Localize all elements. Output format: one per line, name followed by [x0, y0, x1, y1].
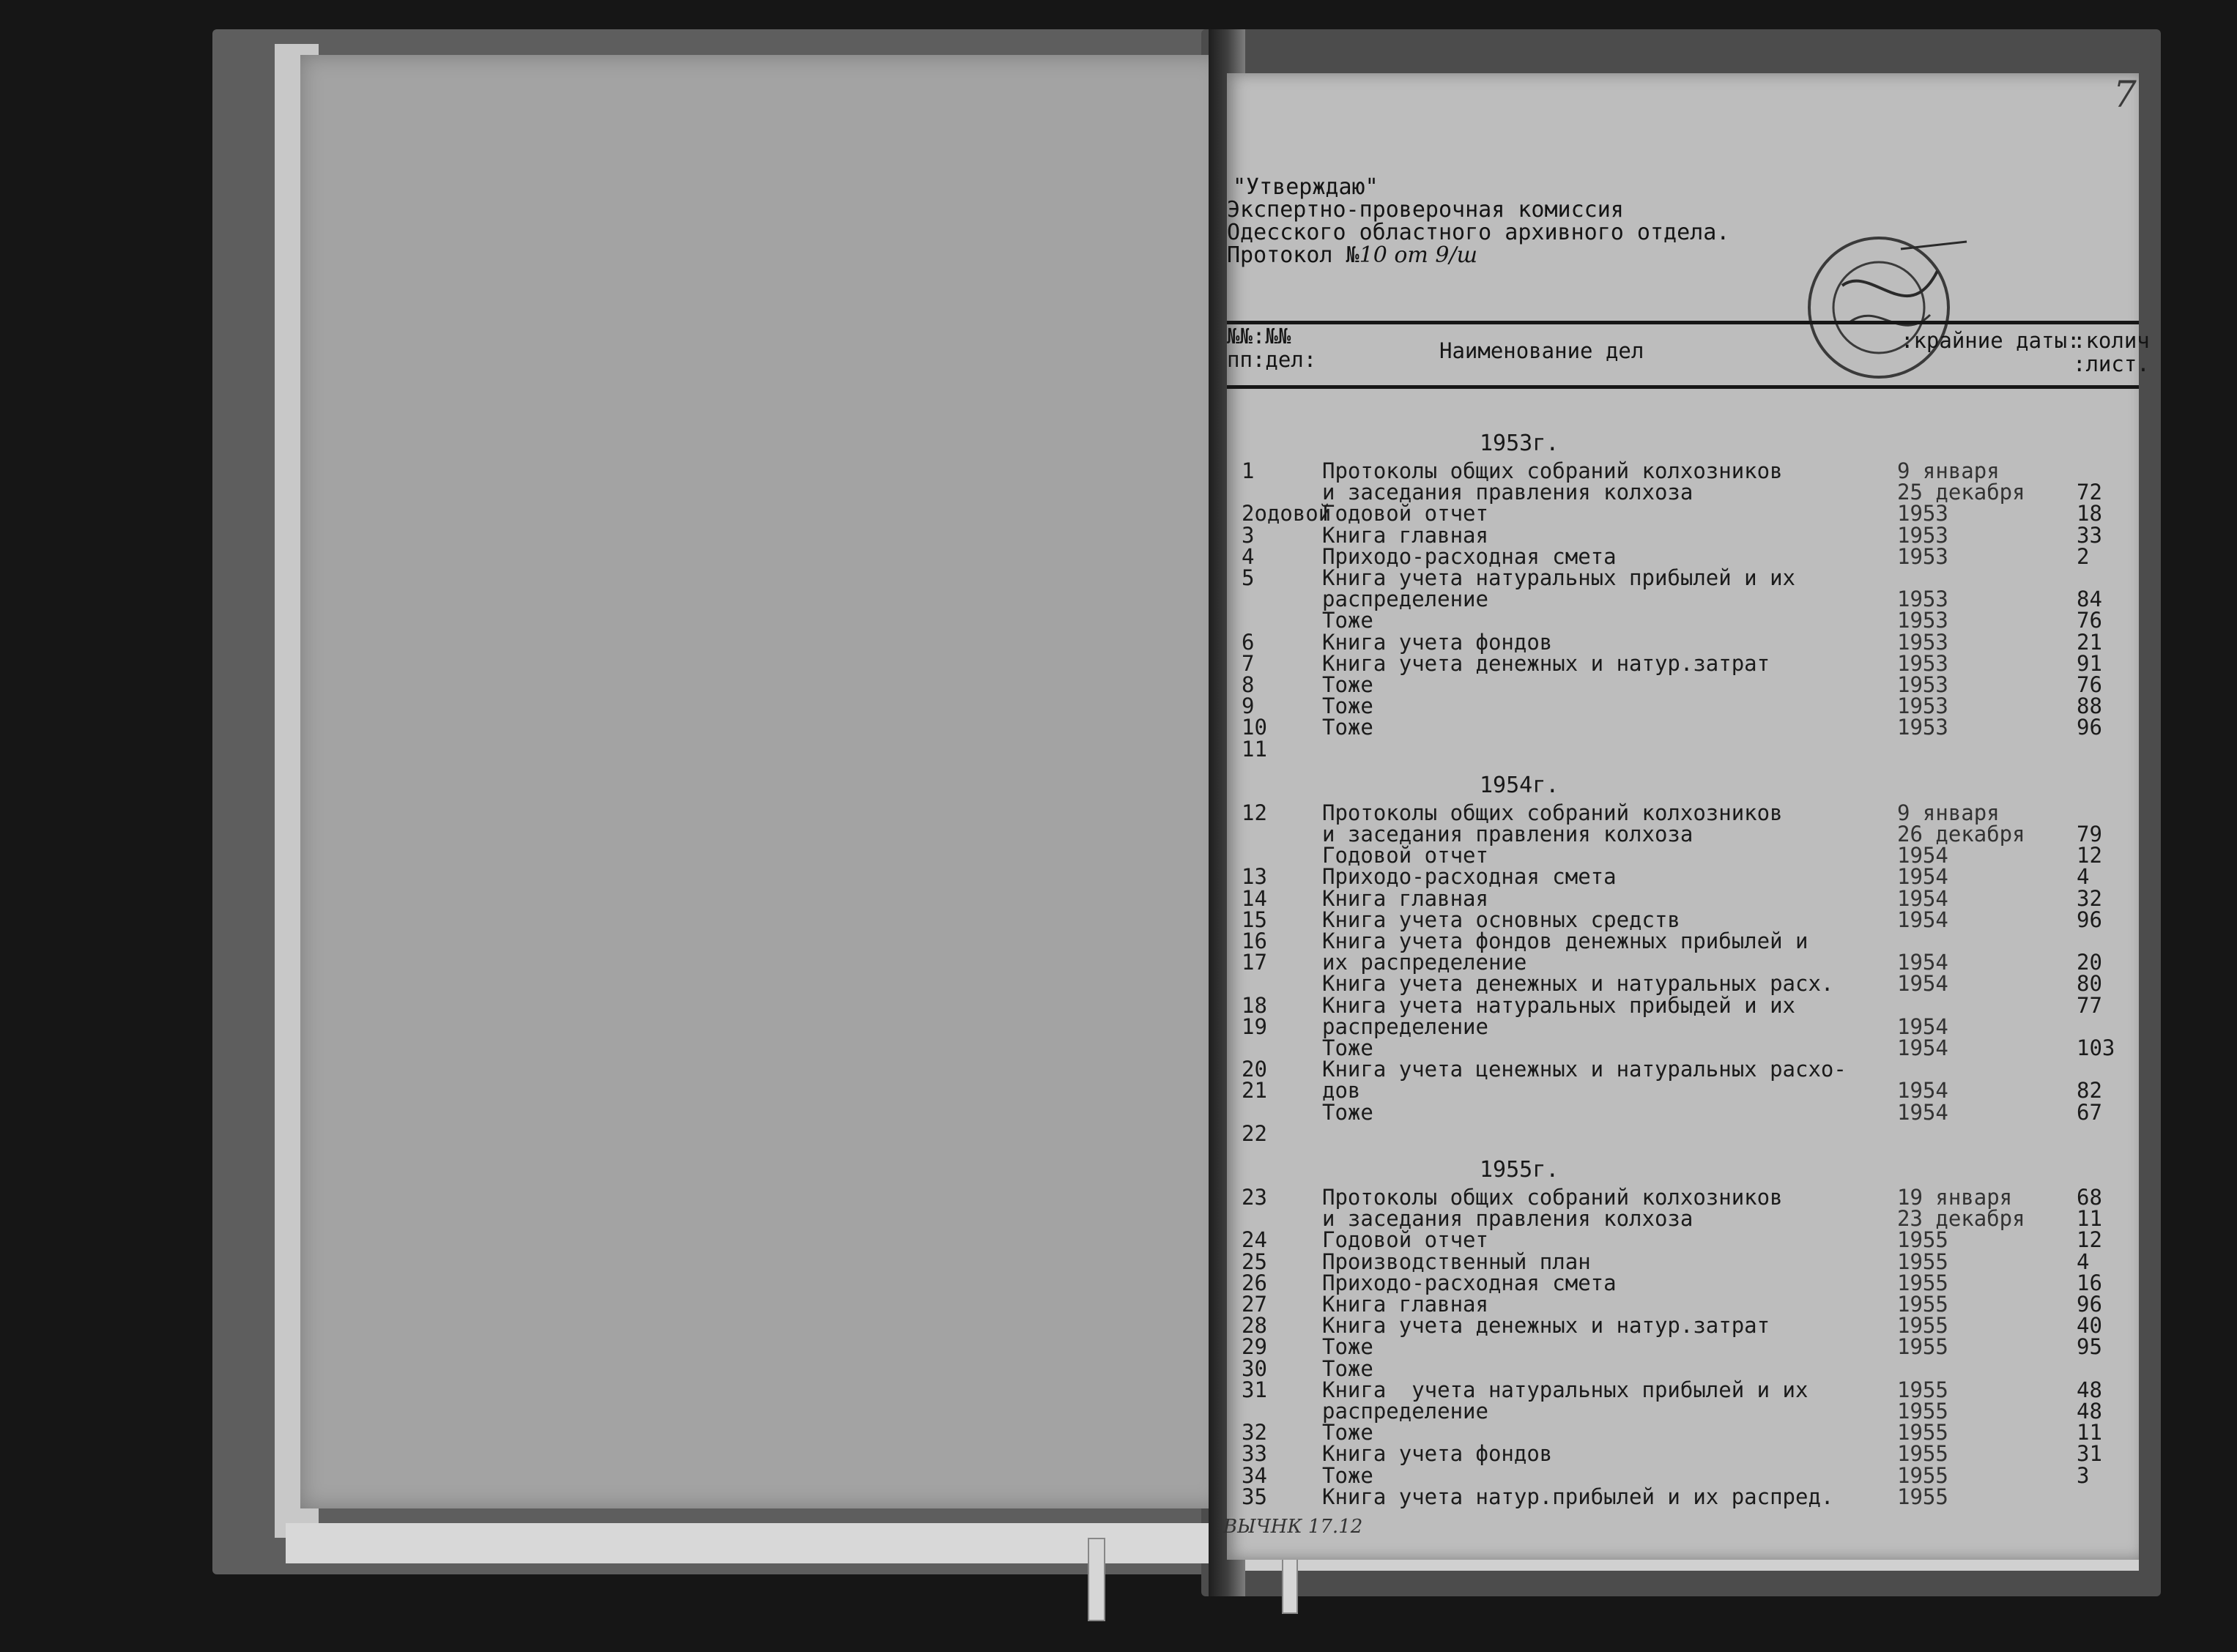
- row-case-number: 26: [1242, 1270, 1267, 1295]
- row-case-number: 25: [1242, 1249, 1267, 1274]
- row-case-number: 5: [1242, 565, 1255, 590]
- approval-line3: Одесского областного архивного отдела.: [1227, 220, 1730, 245]
- row-case-title: Производственный план: [1322, 1249, 1591, 1274]
- row-case-number: 17: [1242, 950, 1267, 975]
- row-sheet-count: 67: [2077, 1099, 2102, 1125]
- row-case-dates: 1953: [1897, 650, 1948, 676]
- row-case-number: 28: [1242, 1313, 1267, 1339]
- table-header-rule-top: [1227, 321, 2139, 324]
- row-case-title: Тоже: [1322, 1035, 1373, 1060]
- row-case-number: 2одовой: [1242, 501, 1332, 527]
- row-case-title: Тоже: [1322, 1355, 1373, 1381]
- row-case-number: 31: [1242, 1377, 1267, 1402]
- row-case-title: распределение: [1322, 1013, 1488, 1039]
- row-case-title: Тоже: [1322, 1420, 1373, 1446]
- row-case-dates: 1954: [1897, 1078, 1948, 1104]
- row-case-number: 21: [1242, 1078, 1267, 1104]
- row-case-title: Годовой отчет: [1322, 843, 1488, 868]
- left-page-blank: [300, 55, 1223, 1508]
- row-case-number: 23: [1242, 1185, 1267, 1210]
- header-num-top: №№:№№: [1227, 324, 1291, 349]
- approval-protocol-handwritten: 10 от 9/ш: [1359, 242, 1477, 268]
- row-case-title: Книга учета основных средств: [1322, 907, 1680, 932]
- row-case-dates: 1955: [1897, 1292, 1948, 1317]
- row-case-number: 20: [1242, 1057, 1267, 1082]
- row-case-title: Приходо-расходная смета: [1322, 543, 1617, 569]
- row-sheet-count: 76: [2077, 608, 2102, 633]
- row-case-title: Тоже: [1322, 1099, 1373, 1125]
- row-sheet-count: 11: [2077, 1206, 2102, 1232]
- row-sheet-count: 2: [2077, 543, 2090, 569]
- page-stack-bottom: [286, 1523, 1209, 1563]
- row-sheet-count: 80: [2077, 971, 2102, 997]
- header-count-top: :колич: [2073, 328, 2150, 353]
- row-case-title: Книга главная: [1322, 1292, 1488, 1317]
- row-sheet-count: 96: [2077, 1292, 2102, 1317]
- row-case-number: 7: [1242, 650, 1255, 676]
- row-case-dates: 1954: [1897, 864, 1948, 890]
- row-sheet-count: 31: [2077, 1441, 2102, 1467]
- row-sheet-count: 84: [2077, 587, 2102, 612]
- row-case-number: 27: [1242, 1292, 1267, 1317]
- row-case-title: Тоже: [1322, 608, 1373, 633]
- row-case-title: Книга учета фондов: [1322, 629, 1553, 655]
- row-case-title: Книга учета денежных и натур.затрат: [1322, 650, 1770, 676]
- row-case-number: 8: [1242, 672, 1255, 697]
- row-sheet-count: 4: [2077, 864, 2090, 890]
- row-case-title: Тоже: [1322, 715, 1373, 740]
- row-sheet-count: 18: [2077, 501, 2102, 527]
- header-count-bottom: :лист.: [2073, 351, 2150, 376]
- row-case-title: распределение: [1322, 587, 1488, 612]
- row-case-dates: 1955: [1897, 1334, 1948, 1360]
- row-case-dates: 1953: [1897, 629, 1948, 655]
- row-case-dates: 1953: [1897, 693, 1948, 719]
- row-case-title: Книга учета натуральных прибылей и их: [1322, 1377, 1808, 1402]
- row-case-number: 30: [1242, 1355, 1267, 1381]
- row-case-dates: 1954: [1897, 885, 1948, 911]
- row-case-title: Годовой отчет: [1322, 1227, 1488, 1253]
- section-year-heading: 1953г.: [1480, 431, 1559, 456]
- row-case-title: Книга учета натуральных прибылей и их: [1322, 565, 1796, 590]
- row-case-dates: 1954: [1897, 1013, 1948, 1039]
- row-case-title: Приходо-расходная смета: [1322, 1270, 1617, 1295]
- row-case-dates: 9 января: [1897, 458, 2000, 483]
- row-case-title: Тоже: [1322, 1334, 1373, 1360]
- row-case-title: дов: [1322, 1078, 1361, 1104]
- table-header-rule-bottom: [1227, 385, 2139, 389]
- row-case-title: Книга учета фондов денежных прибылей и: [1322, 929, 1808, 953]
- row-sheet-count: 48: [2077, 1399, 2102, 1424]
- row-case-number: 1: [1242, 458, 1255, 483]
- row-case-title: Тоже: [1322, 1462, 1373, 1488]
- row-case-title: Протоколы общих собраний колхозников: [1322, 458, 1783, 483]
- row-sheet-count: 68: [2077, 1185, 2102, 1210]
- row-case-number: 3: [1242, 522, 1255, 548]
- row-sheet-count: 72: [2077, 480, 2102, 505]
- row-case-dates: 1954: [1897, 1099, 1948, 1125]
- row-case-dates: 9 января: [1897, 800, 2000, 825]
- row-case-dates: 1955: [1897, 1313, 1948, 1339]
- row-case-number: 16: [1242, 929, 1267, 953]
- approval-line1: "Утверждаю": [1233, 174, 1379, 200]
- row-case-number: 12: [1242, 800, 1267, 825]
- row-case-dates: 1953: [1897, 522, 1948, 548]
- row-case-number: 10: [1242, 715, 1267, 740]
- row-case-dates: 1954: [1897, 843, 1948, 868]
- row-sheet-count: 103: [2077, 1035, 2115, 1060]
- section-year-heading: 1954г.: [1480, 772, 1559, 798]
- approval-protocol-label: Протокол №: [1227, 242, 1359, 268]
- row-case-dates: 1953: [1897, 672, 1948, 697]
- row-sheet-count: 11: [2077, 1420, 2102, 1446]
- row-sheet-count: 82: [2077, 1078, 2102, 1104]
- row-case-title: Книга учета ценежных и натуральных расхо-: [1322, 1057, 1847, 1082]
- bottom-handwritten-note: ВЫЧНК 17.12: [1223, 1516, 1363, 1538]
- row-sheet-count: 16: [2077, 1270, 2102, 1295]
- row-case-dates: 1954: [1897, 971, 1948, 997]
- row-sheet-count: 96: [2077, 715, 2102, 740]
- row-sheet-count: 32: [2077, 885, 2102, 911]
- row-case-number: 29: [1242, 1334, 1267, 1360]
- row-case-number: 34: [1242, 1462, 1267, 1488]
- row-sheet-count: 3: [2077, 1462, 2090, 1488]
- row-case-number: 4: [1242, 543, 1255, 569]
- header-dates: :крайние даты:: [1901, 328, 2080, 353]
- row-case-number: 33: [1242, 1441, 1267, 1467]
- row-sheet-count: 76: [2077, 672, 2102, 697]
- row-case-title: Книга учета натуральных прибыдей и их: [1322, 992, 1796, 1018]
- row-case-dates: 1953: [1897, 587, 1948, 612]
- row-case-dates: 1955: [1897, 1441, 1948, 1467]
- section-year-heading: 1955г.: [1480, 1157, 1559, 1183]
- row-case-title: Книга учета денежных и натуральных расх.: [1322, 971, 1834, 997]
- row-case-dates: 1954: [1897, 1035, 1948, 1060]
- row-case-title: Книга учета натур.прибылей и их распред.: [1322, 1484, 1834, 1509]
- approval-line2: Экспертно-проверочная комиссия: [1227, 197, 1624, 223]
- row-case-dates: 1953: [1897, 608, 1948, 633]
- row-case-title: Приходо-расходная смета: [1322, 864, 1617, 890]
- row-sheet-count: 33: [2077, 522, 2102, 548]
- row-case-number: 22: [1242, 1120, 1267, 1146]
- row-case-title: Книга учета денежных и натур.затрат: [1322, 1313, 1770, 1339]
- row-sheet-count: 12: [2077, 843, 2102, 868]
- row-case-dates: 1955: [1897, 1227, 1948, 1253]
- row-case-dates: 23 декабря: [1897, 1206, 2025, 1232]
- row-sheet-count: 95: [2077, 1334, 2102, 1360]
- row-case-number: 14: [1242, 885, 1267, 911]
- row-case-title: Тоже: [1322, 672, 1373, 697]
- row-case-title: их распределение: [1322, 950, 1527, 975]
- binding-string: [1088, 1538, 1105, 1621]
- row-sheet-count: 91: [2077, 650, 2102, 676]
- row-case-title: и заседания правления колхоза: [1322, 1206, 1693, 1232]
- row-case-dates: 1955: [1897, 1270, 1948, 1295]
- row-case-number: 35: [1242, 1484, 1267, 1509]
- row-sheet-count: 40: [2077, 1313, 2102, 1339]
- row-case-number: 24: [1242, 1227, 1267, 1253]
- row-case-number: 32: [1242, 1420, 1267, 1446]
- row-case-number: 6: [1242, 629, 1255, 655]
- row-case-title: и заседания правления колхоза: [1322, 822, 1693, 847]
- row-case-title: Книга главная: [1322, 522, 1488, 548]
- header-title: Наименование дел: [1439, 338, 1644, 363]
- page-number: 7: [2113, 73, 2137, 116]
- row-case-number: 13: [1242, 864, 1267, 890]
- row-case-dates: 1955: [1897, 1399, 1948, 1424]
- row-case-dates: 25 декабря: [1897, 480, 2025, 505]
- row-case-number: 19: [1242, 1013, 1267, 1039]
- row-case-title: Книга главная: [1322, 885, 1488, 911]
- right-page-inventory: [1227, 73, 2150, 1560]
- row-sheet-count: 12: [2077, 1227, 2102, 1253]
- row-case-dates: 19 января: [1897, 1185, 2013, 1210]
- row-sheet-count: 88: [2077, 693, 2102, 719]
- approval-line4: [1227, 244, 1729, 267]
- row-case-title: Тоже: [1322, 693, 1373, 719]
- row-sheet-count: 77: [2077, 992, 2102, 1018]
- row-case-number: 15: [1242, 907, 1267, 932]
- row-case-dates: 1955: [1897, 1484, 1948, 1509]
- row-case-number: 11: [1242, 736, 1267, 762]
- row-sheet-count: 79: [2077, 822, 2102, 847]
- open-archive-folder: [212, 29, 2161, 1596]
- row-case-number: 18: [1242, 992, 1267, 1018]
- row-sheet-count: 96: [2077, 907, 2102, 932]
- row-case-dates: 1955: [1897, 1249, 1948, 1274]
- row-sheet-count: 48: [2077, 1377, 2102, 1402]
- archive-stamp-seal: [1791, 220, 1974, 395]
- row-case-dates: 1953: [1897, 501, 1948, 527]
- row-case-dates: 1953: [1897, 543, 1948, 569]
- header-num-bottom: пп:дел:: [1227, 347, 1317, 372]
- row-case-title: Годовой отчет: [1322, 501, 1488, 527]
- row-case-dates: 1955: [1897, 1420, 1948, 1446]
- row-sheet-count: 20: [2077, 950, 2102, 975]
- row-case-dates: 1953: [1897, 715, 1948, 740]
- row-case-title: Протоколы общих собраний колхозников: [1322, 1185, 1783, 1210]
- row-sheet-count: 4: [2077, 1249, 2090, 1274]
- row-case-dates: 1954: [1897, 950, 1948, 975]
- row-case-title: Книга учета фондов: [1322, 1441, 1553, 1467]
- approval-block: [1227, 176, 1729, 267]
- row-case-title: и заседания правления колхоза: [1322, 480, 1693, 505]
- row-case-number: 9: [1242, 693, 1255, 719]
- row-case-title: распределение: [1322, 1399, 1488, 1424]
- row-case-dates: 1954: [1897, 907, 1948, 932]
- row-case-dates: 1955: [1897, 1462, 1948, 1488]
- row-case-dates: 26 декабря: [1897, 822, 2025, 847]
- row-sheet-count: 21: [2077, 629, 2102, 655]
- row-case-title: Протоколы общих собраний колхозников: [1322, 800, 1783, 825]
- row-case-dates: 1955: [1897, 1377, 1948, 1402]
